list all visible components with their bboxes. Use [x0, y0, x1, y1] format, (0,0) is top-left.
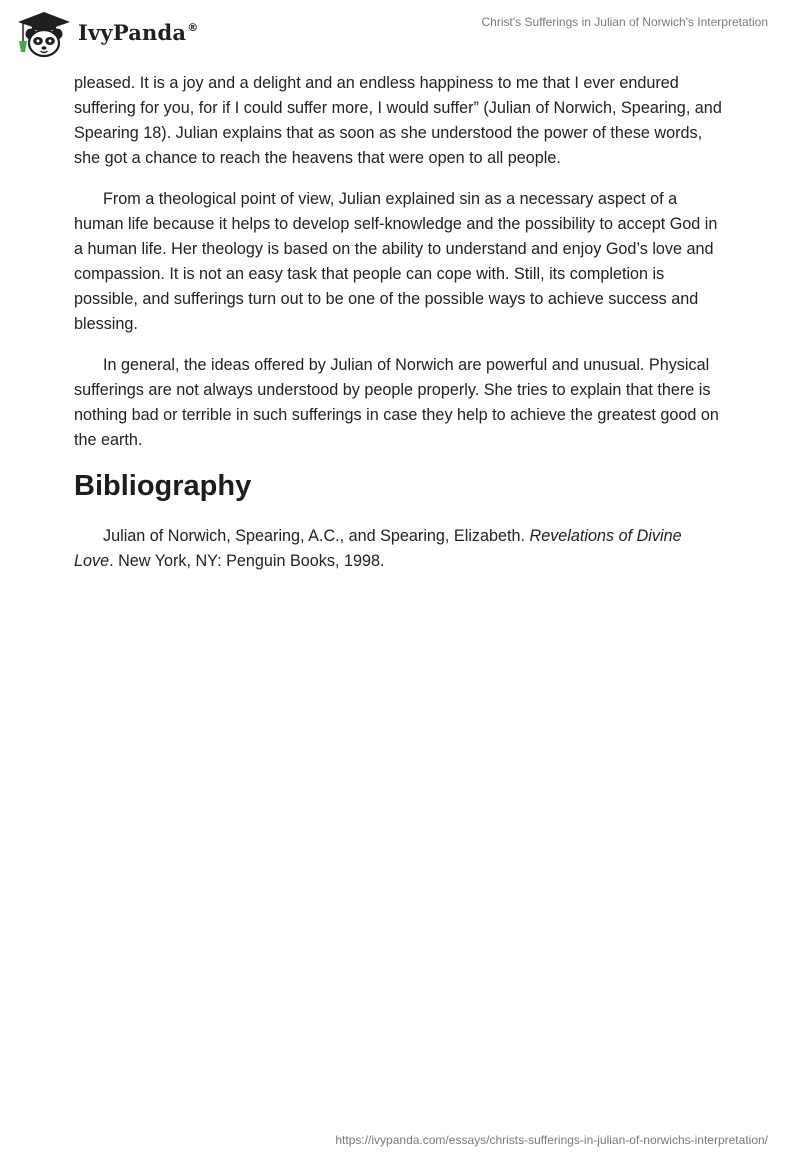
essay-content	[74, 71, 724, 590]
running-title: Christ's Sufferings in Julian of Norwich's Interpretation	[481, 15, 768, 29]
paragraph-3: In general, the ideas offered by Julian of Norwich are powerful and unusual. Physical sufferings are not always understood by people properly. She tries to explain that there is nothing bad or terrible in such sufferings in case they help to achieve the greatest good on the earth.	[74, 356, 719, 449]
bibliography-book-title: Revelations of Divine Love	[74, 527, 682, 570]
bibliography-authors: Julian of Norwich, Spearing, A.C., and Spearing, Elizabeth.	[103, 527, 530, 545]
paragraph-2: From a theological point of view, Julian explained sin as a necessary aspect of a human life because it helps to develop self-knowledge and the possibility to accept God in a human life. Her theology is based on the ability to understand and enjoy God’s love and compassion. It is not an easy task that people can cope with. Still, its completion is possible, and sufferings turn out to be one of the possible ways to achieve success and blessing.	[74, 190, 718, 333]
paragraph-1: pleased. It is a joy and a delight and an endless happiness to me that I ever endured suffering for you, for if I could suffer more, I would suffer” (Julian of Norwich, Spearing, and Spearing 18). Julian explains that as soon as she understood the power of these words, she got a chance to reach the heavens that were open to all people.	[74, 74, 722, 167]
brand-logo[interactable]	[14, 8, 198, 58]
bibliography-heading: Bibliography	[74, 470, 252, 502]
bibliography-entry	[74, 524, 724, 574]
footer-url[interactable]: https://ivypanda.com/essays/christs-sufferings-in-julian-of-norwichs-interpretation/	[335, 1133, 768, 1147]
bibliography-publication: . New York, NY: Penguin Books, 1998.	[109, 552, 385, 570]
page-header	[0, 0, 800, 66]
panda-graduate-logo-icon	[14, 8, 74, 58]
registered-mark: ®	[187, 20, 199, 34]
brand-name: IvyPanda®	[78, 19, 199, 45]
